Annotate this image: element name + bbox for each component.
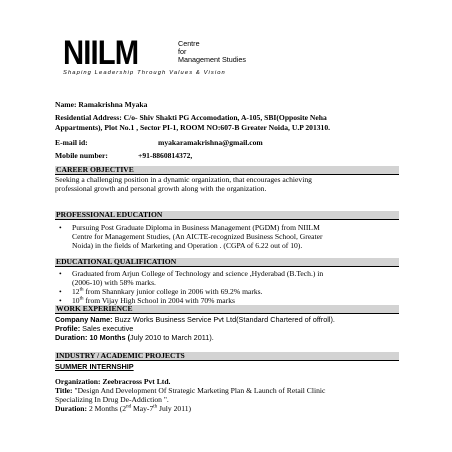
twelfth-item (72, 287, 402, 296)
profile-line (55, 324, 133, 333)
mobile-value: +91-8860814372, (138, 151, 193, 160)
email-label: E-mail id: (55, 138, 88, 147)
niilm-logo (63, 36, 263, 82)
name-value: Ramakrishna Myaka (78, 100, 148, 109)
address-value-2: Appartments), Plot No.1 , Sector PI-1, ROOM NO:607-B Greater Noida, U.P 201310. (55, 123, 331, 132)
logo-subtitle (178, 40, 246, 64)
address-value-1: C/o- Shiv Shakti PG Accomodation, A-105, SBI(Opposite Neha (123, 113, 327, 122)
title-value-1: "Design And Development Of Strategic Marketing Plan & Launch of Retail Clinic (72, 386, 326, 395)
btech-line-2: (2006-10) with 58% marks. (72, 278, 156, 287)
pgdm-item (72, 223, 402, 250)
project-duration-sup-2: th (153, 404, 158, 410)
btech-item (72, 269, 402, 287)
profile-label: Profile: (55, 324, 81, 333)
organization-label: Organization: (55, 377, 101, 386)
twelfth-text: from Shannkary junior college in 2006 with 69.2% marks. (83, 287, 263, 296)
email-value[interactable]: myakaramakrishna@gmail.com (158, 138, 263, 147)
name-line (55, 100, 147, 109)
tenth-number: 10 (72, 296, 80, 305)
title-line-1 (55, 386, 325, 395)
company-value: Buzz Works Business Service Pvt Ltd(Standard Chartered of offroll). (112, 315, 335, 324)
profile-value: Sales executive (80, 324, 134, 333)
logo-tagline: Shaping Leadership Through Values & Vision (63, 70, 226, 76)
tenth-text: from Vijay High School in 2004 with 70% marks (83, 296, 235, 305)
tenth-suffix: th (79, 296, 84, 302)
section-career-objective: CAREER OBJECTIVE (55, 166, 399, 175)
twelfth-suffix: th (79, 287, 84, 293)
project-duration-end: July 2011) (157, 404, 192, 413)
pgdm-line-1: • Pursuing Post Graduate Diploma in Business Management (PGDM) from NIILM (72, 223, 320, 232)
logo-sub-line-2: for (178, 47, 187, 56)
project-duration-sup-1: nd (126, 404, 132, 410)
section-work-experience: WORK EXPERIENCE (55, 305, 399, 314)
pgdm-line-2: Centre for Management Studies, (An AICTE-recognized Business School, Greater (72, 232, 323, 241)
organization-line (55, 377, 170, 386)
project-duration-mid: May-7 (131, 404, 154, 413)
company-line (55, 315, 335, 324)
title-value-2: Specializing In Drug De-Addiction ". (55, 395, 169, 404)
project-duration-start: 2 Months (2 (87, 404, 127, 413)
project-duration-label: Duration: (55, 404, 88, 413)
btech-line-1: • Graduated from Arjun College of Technology and science ,Hyderabad (B.Tech.) in (72, 269, 324, 278)
address-line-1 (55, 113, 327, 122)
company-label: Company Name: (55, 315, 113, 324)
duration-label: Duration: 10 Months ( (55, 333, 130, 342)
name-label: Name: (55, 100, 77, 109)
section-educational-qualification: EDUCATIONAL QUALIFICATION (55, 258, 399, 267)
project-duration-line (55, 404, 191, 413)
logo-brand: NIILM (63, 34, 139, 72)
summer-internship-heading: SUMMER INTERNSHIP (55, 362, 134, 371)
email-line (55, 138, 263, 147)
duration-value: July 2010 to March 2011). (130, 333, 214, 342)
logo-sub-line-3: Management Studies (178, 55, 246, 64)
duration-line (55, 333, 214, 342)
objective-line-2: professional growth and personal growth along with the organization. (55, 184, 267, 193)
title-label: Title: (55, 386, 73, 395)
section-projects: INDUSTRY / ACADEMIC PROJECTS (55, 352, 399, 361)
mobile-line (55, 151, 193, 160)
pgdm-line-3: Noida) in the fields of Marketing and Operation . (CGPA of 6.22 out of 10). (72, 241, 303, 250)
section-professional-education: PROFESSIONAL EDUCATION (55, 211, 399, 220)
mobile-label: Mobile number: (55, 151, 108, 160)
organization-value: Zeebracross Pvt Ltd. (102, 377, 171, 386)
address-label: Residential Address: (55, 113, 122, 122)
objective-line-1: Seeking a challenging position in a dynamic organization, that encourages achieving (55, 175, 312, 184)
twelfth-number: 12 (72, 287, 80, 296)
logo-sub-line-1: Centre (178, 39, 200, 48)
